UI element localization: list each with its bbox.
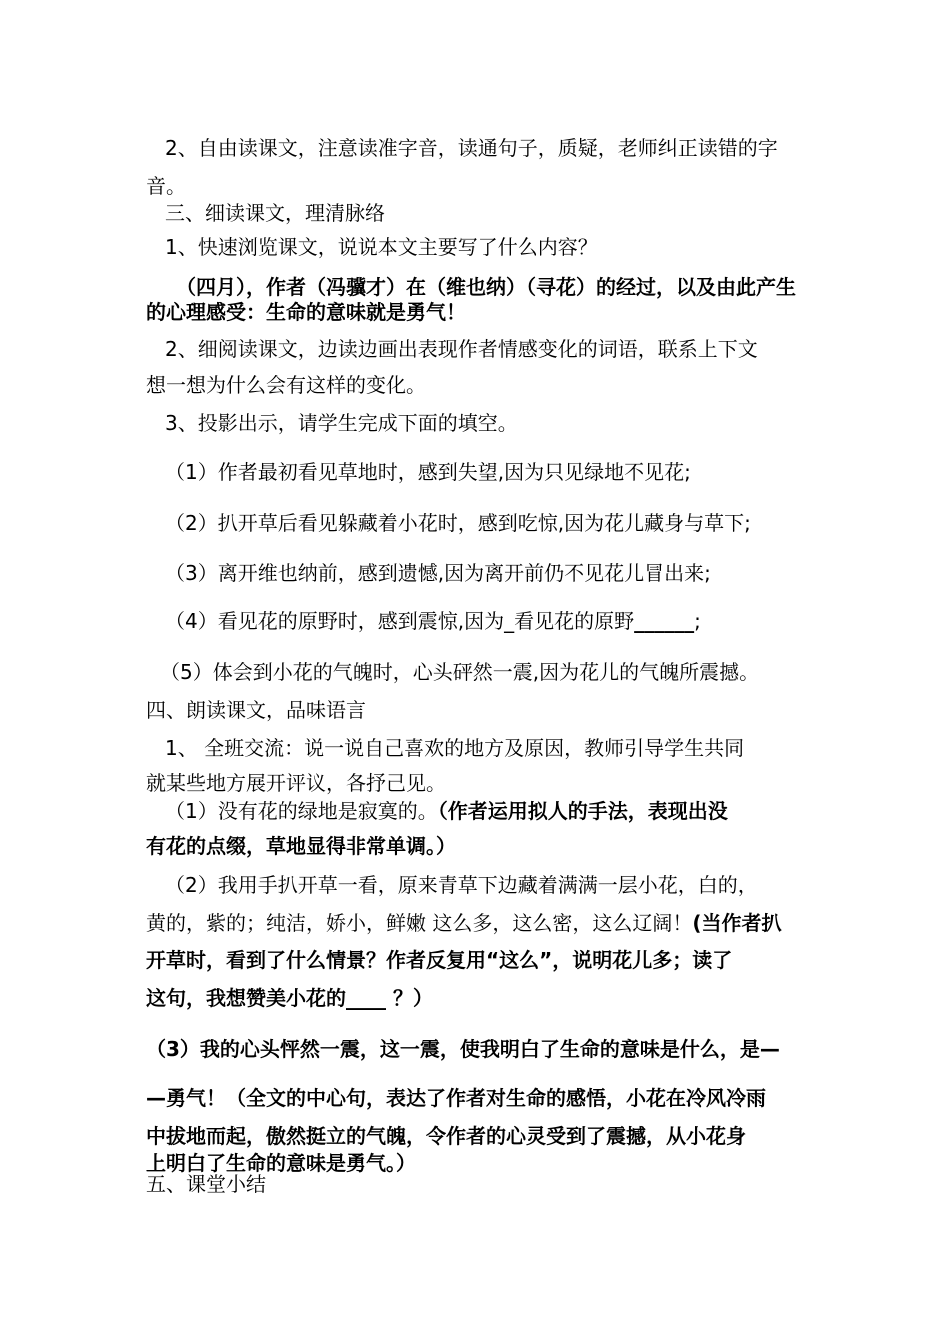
question-line: 3、投影出示，请学生完成下面的填空。 xyxy=(165,411,518,435)
fill-item-text: （4）看见花的原野时，感到震惊,因为_看见花的原野 xyxy=(165,609,635,633)
question-line: 2、细阅读课文，边读边画出表现作者情感变化的词语，联系上下文 xyxy=(165,337,758,361)
fill-item: （1）作者最初看见草地时，感到失望,因为只见绿地不见花; xyxy=(165,460,691,484)
section-heading: 五、课堂小结 xyxy=(146,1172,266,1196)
section-heading: 四、朗读课文，品味语言 xyxy=(146,698,366,722)
example-line: 上明白了生命的意味是勇气。） xyxy=(146,1151,416,1175)
section-heading: 三、细读课文，理清脉络 xyxy=(165,201,385,225)
example-line xyxy=(165,797,728,825)
example-note: （作者运用拟人的手法，表现出没 xyxy=(437,799,728,823)
answer-line: （四月），作者（冯骥才）在（维也纳）（寻花）的经过，以及由此产生 xyxy=(176,275,796,299)
paragraph-line: 音。 xyxy=(146,174,186,198)
paragraph-line: 2、自由读课文，注意读准字音，读通句子，质疑，老师纠正读错的字 xyxy=(165,136,778,160)
example-note-end: ？） xyxy=(386,986,433,1010)
answer-line: 的心理感受：生命的意味就是勇气！ xyxy=(146,300,466,324)
example-note: (当作者扒 xyxy=(692,911,782,935)
paragraph-line: 1、 全班交流：说一说自己喜欢的地方及原因，教师引导学生共同 xyxy=(165,736,745,760)
example-note: 有花的点缀，草地显得非常单调。） xyxy=(146,834,456,858)
example-line: —勇气！（全文的中心句，表达了作者对生命的感悟，小花在冷风冷雨 xyxy=(146,1086,766,1110)
example-line: （3）我的心头怦然一震，这一震，使我明白了生命的意味是什么，是— xyxy=(146,1037,780,1061)
example-text: 黄的，紫的；纯洁，娇小，鲜嫩 这么多，这么密，这么辽阔！ xyxy=(146,911,693,935)
example-line: 中拔地而起，傲然挺立的气魄，令作者的心灵受到了震撼，从小花身 xyxy=(146,1124,746,1148)
fill-blank: ____ xyxy=(346,986,386,1010)
example-note-text: 这句，我想赞美小花的 xyxy=(146,986,346,1010)
example-note xyxy=(146,984,433,1012)
question-line: 想一想为什么会有这样的变化。 xyxy=(146,373,426,397)
example-note: 开草时，看到了什么情景？作者反复用“这么”，说明花儿多；读了 xyxy=(146,948,733,972)
fill-blank: ______ xyxy=(634,609,695,633)
fill-item-end: ; xyxy=(694,609,701,633)
example-line: （2）我用手扒开草一看，原来青草下边藏着满满一层小花，白的， xyxy=(165,873,758,897)
question-line: 1、快速浏览课文，说说本文主要写了什么内容？ xyxy=(165,235,598,259)
fill-item: （2）扒开草后看见躲藏着小花时，感到吃惊,因为花儿藏身与草下; xyxy=(165,511,751,535)
paragraph-line: 就某些地方展开评议，各抒己见。 xyxy=(146,771,446,795)
fill-item xyxy=(165,607,701,635)
fill-item: （3）离开维也纳前，感到遗憾,因为离开前仍不见花儿冒出来; xyxy=(165,561,711,585)
example-text: （1）没有花的绿地是寂寞的。 xyxy=(165,799,438,823)
fill-item: （5）体会到小花的气魄时，心头砰然一震,因为花儿的气魄所震撼。 xyxy=(160,660,760,684)
example-line xyxy=(146,909,782,937)
